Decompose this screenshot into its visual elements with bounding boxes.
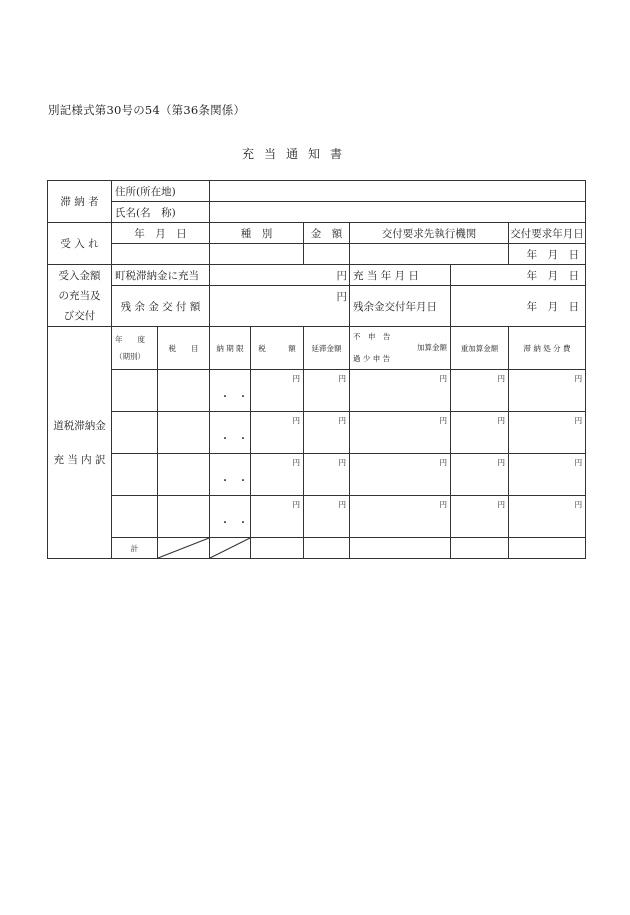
- appropriation-label-line2: の充当及: [58, 289, 101, 302]
- document-title: [242, 145, 352, 162]
- yen-mark: 円: [292, 374, 301, 383]
- total-row: [48, 538, 586, 559]
- total-tax-item-blank: [158, 538, 210, 559]
- yen-mark: 円: [439, 458, 448, 467]
- yen-mark: 円: [497, 458, 506, 467]
- due-date-cell[interactable]: [210, 454, 257, 496]
- yen-mark: 円: [439, 500, 448, 509]
- tax-amount-cell[interactable]: [251, 412, 304, 454]
- year-cell[interactable]: [112, 412, 158, 454]
- receipt-type-field[interactable]: [210, 244, 304, 265]
- disposal-cost-header: 滞 納 処 分 費: [509, 327, 586, 370]
- balance-date-label: 残余金交付年月日: [350, 286, 451, 327]
- year-cell[interactable]: [112, 496, 158, 538]
- heavy-additional-cell[interactable]: [451, 370, 509, 412]
- total-disposal-cost-cell[interactable]: [509, 538, 586, 559]
- address-field[interactable]: [210, 181, 586, 202]
- yen-mark: 円: [574, 416, 583, 425]
- total-undeclared-cell[interactable]: [350, 538, 451, 559]
- due-date-cell[interactable]: [210, 412, 257, 454]
- town-tax-amount-field[interactable]: 円: [210, 265, 350, 286]
- title-char: 知: [308, 147, 321, 161]
- receipt-type-header: 種 別: [210, 223, 304, 244]
- appropriation-label-line1: 受入金額: [58, 269, 101, 282]
- yen-mark: 円: [338, 374, 347, 383]
- total-label: 計: [112, 538, 158, 559]
- yen-mark: 円: [292, 500, 301, 509]
- yen-mark: 円: [497, 374, 506, 383]
- undeclared-line2: 過 少 申 告: [353, 354, 391, 363]
- title-char: 書: [330, 147, 343, 161]
- yen-mark: 円: [497, 500, 506, 509]
- tax-amount-cell[interactable]: [251, 496, 304, 538]
- breakdown-row: [48, 370, 586, 412]
- yen-mark: 円: [439, 374, 448, 383]
- address-label: 住所(所在地): [112, 181, 210, 202]
- date-separator: ・・: [220, 434, 257, 445]
- year-header-line2: （期別）: [115, 352, 145, 361]
- breakdown-label-line2: 充 当 内 訳: [53, 453, 106, 466]
- tax-item-cell[interactable]: [158, 412, 210, 454]
- tax-amount-cell[interactable]: [251, 370, 304, 412]
- yen-mark: 円: [497, 416, 506, 425]
- undeclared-cell[interactable]: [350, 496, 451, 538]
- late-fee-cell[interactable]: [304, 370, 350, 412]
- yen-mark: 円: [338, 416, 347, 425]
- town-tax-label: 町税滞納金に充当: [112, 265, 210, 286]
- diagonal-strike: [210, 538, 250, 558]
- date-separator: ・・: [220, 392, 257, 403]
- due-date-cell[interactable]: [210, 370, 257, 412]
- due-date-cell[interactable]: [210, 496, 257, 538]
- undeclared-cell[interactable]: [350, 454, 451, 496]
- receipt-amount-header: 金 額: [304, 223, 350, 244]
- receipt-date-field[interactable]: [112, 244, 210, 265]
- title-char: 当: [264, 147, 277, 161]
- breakdown-row: [48, 496, 586, 538]
- balance-amount-field[interactable]: [210, 286, 350, 327]
- receipt-agency-header: 交付要求先執行機関: [350, 223, 509, 244]
- total-due-date-blank: [210, 538, 251, 559]
- title-char: 充: [242, 147, 255, 161]
- undeclared-line1: 不 申 告: [353, 332, 391, 341]
- appropriation-date-label: 充 当 年 月 日: [350, 265, 451, 286]
- year-header: [112, 327, 158, 370]
- total-heavy-additional-cell[interactable]: [451, 538, 509, 559]
- appropriation-label: [48, 265, 112, 327]
- undeclared-cell[interactable]: [350, 370, 451, 412]
- disposal-cost-cell[interactable]: [509, 370, 586, 412]
- name-label: 氏名(名 称): [112, 202, 210, 223]
- request-date-field[interactable]: 年 月 日: [509, 244, 586, 265]
- undeclared-header: [350, 327, 451, 370]
- tax-item-cell[interactable]: [158, 496, 210, 538]
- total-tax-amount-cell[interactable]: [251, 538, 304, 559]
- breakdown-row: [48, 412, 586, 454]
- disposal-cost-cell[interactable]: [509, 496, 586, 538]
- yen-mark: 円: [338, 458, 347, 467]
- late-fee-header: 延滞金額: [304, 327, 350, 370]
- year-cell[interactable]: [112, 454, 158, 496]
- diagonal-strike: [158, 538, 209, 558]
- yen-mark: 円: [336, 291, 348, 303]
- undeclared-mid: 加算金額: [417, 343, 448, 352]
- year-cell[interactable]: [112, 370, 158, 412]
- title-char: 通: [286, 147, 299, 161]
- yen-mark: 円: [292, 458, 301, 467]
- yen-mark: 円: [292, 416, 301, 425]
- breakdown-label-line1: 道税滞納金: [53, 419, 106, 432]
- receipt-agency-field[interactable]: [350, 244, 509, 265]
- heavy-additional-header: 重加算金額: [451, 327, 509, 370]
- tax-amount-header: 税 額: [251, 327, 304, 370]
- breakdown-row: [48, 454, 586, 496]
- receipt-date-header: 年 月 日: [112, 223, 210, 244]
- tax-item-cell[interactable]: [158, 370, 210, 412]
- late-fee-cell[interactable]: [304, 454, 350, 496]
- total-late-fee-cell[interactable]: [304, 538, 350, 559]
- yen-mark: 円: [338, 500, 347, 509]
- heavy-additional-cell[interactable]: [451, 412, 509, 454]
- year-header-line1: 年 度: [115, 335, 145, 344]
- balance-label: 残 余 金 交 付 額: [112, 286, 210, 327]
- yen-mark: 円: [574, 458, 583, 467]
- heavy-additional-cell[interactable]: [451, 496, 509, 538]
- breakdown-label: [48, 327, 112, 559]
- disposal-cost-cell[interactable]: [509, 454, 586, 496]
- request-date-header: 交付要求年月日: [509, 223, 586, 244]
- tax-item-cell[interactable]: [158, 454, 210, 496]
- late-fee-cell[interactable]: [304, 412, 350, 454]
- heavy-additional-cell[interactable]: [451, 454, 509, 496]
- due-date-header: 納 期 限: [210, 327, 251, 370]
- undeclared-cell[interactable]: [350, 412, 451, 454]
- appropriation-label-line3: び交付: [63, 309, 96, 322]
- name-field[interactable]: [210, 202, 586, 223]
- delinquent-label: 滞 納 者: [48, 181, 112, 223]
- yen-mark: 円: [574, 374, 583, 383]
- date-separator: ・・: [220, 518, 257, 529]
- form-number: 別記様式第30号の54（第36条関係）: [48, 103, 246, 117]
- receipt-amount-field[interactable]: [304, 244, 350, 265]
- receipt-label: 受 入 れ: [48, 223, 112, 265]
- tax-amount-cell[interactable]: [251, 454, 304, 496]
- date-separator: ・・: [220, 476, 257, 487]
- late-fee-cell[interactable]: [304, 496, 350, 538]
- yen-mark: 円: [439, 416, 448, 425]
- disposal-cost-cell[interactable]: [509, 412, 586, 454]
- appropriation-date-field[interactable]: 年 月 日: [451, 265, 586, 286]
- tax-item-header: 税 目: [158, 327, 210, 370]
- yen-mark: 円: [574, 500, 583, 509]
- balance-date-field[interactable]: 年 月 日: [451, 286, 586, 327]
- notification-form-table: [47, 180, 586, 559]
